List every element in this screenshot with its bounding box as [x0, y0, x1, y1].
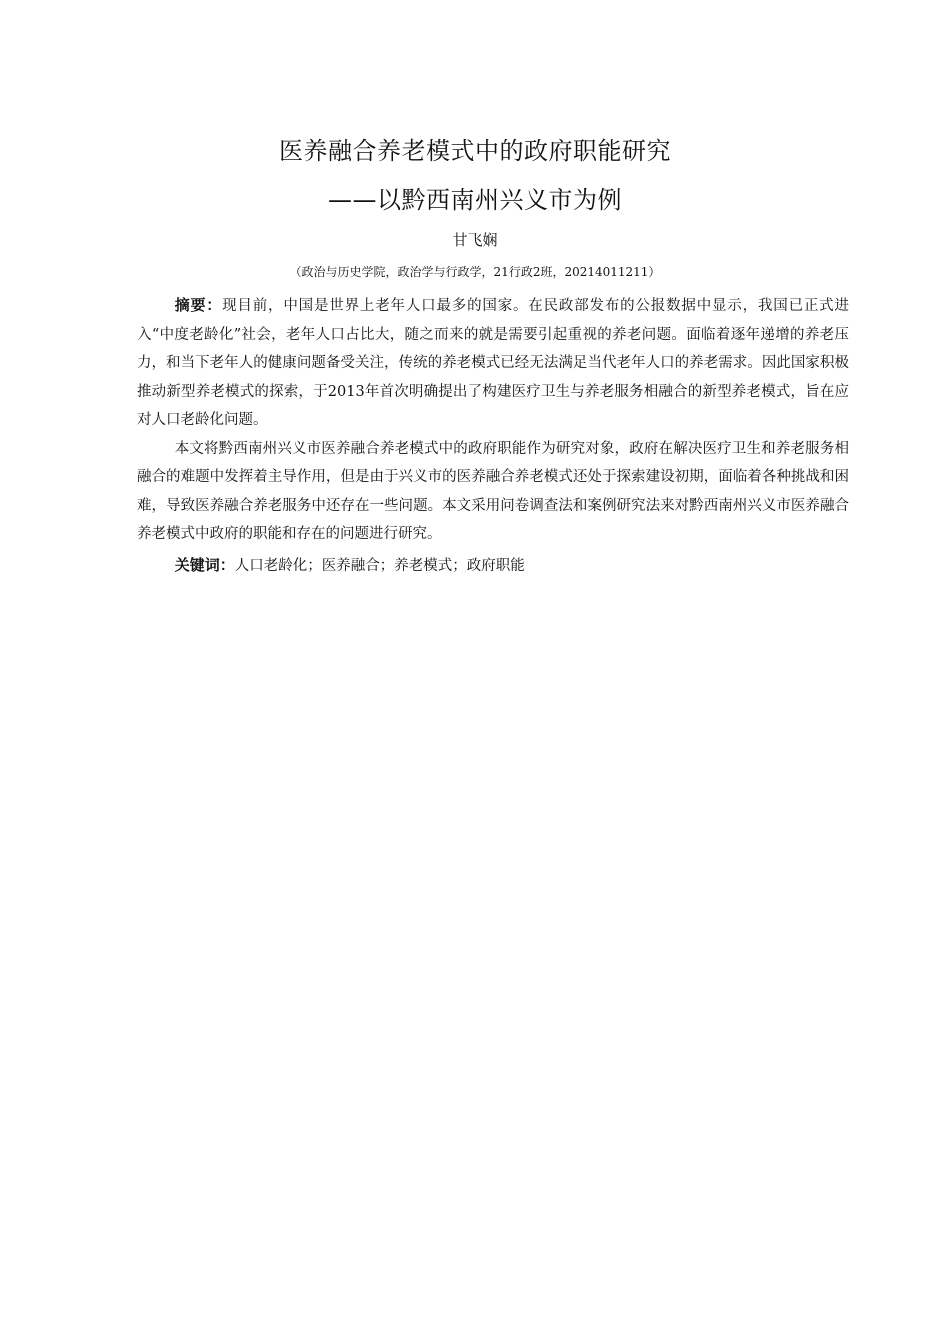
abstract-paragraph-1-text: 现目前，中国是世界上老年人口最多的国家。在民政部发布的公报数据中显示，我国已正式进入“中度老龄化”社会，老年人口占比大，随之而来的就是需要引起重视的养老问题。面临着逐年递增的养老压力，和当下老年人的健康问题备受关注，传统的养老模式已经无法满足当代老年人口的养老需求。因此国家积极推动新型养老模式的探索，于2013年首次明确提出了构建医疗卫生与养老服务相融合的新型养老模式，旨在应对人口老龄化问题。 [137, 298, 849, 428]
keywords-text: 人口老龄化；医养融合；养老模式；政府职能 [234, 557, 525, 574]
keywords-label: 关键词： [174, 555, 235, 574]
keywords-line [137, 551, 849, 581]
abstract-paragraph-1 [137, 291, 849, 435]
abstract-section [137, 291, 849, 580]
author-name: 甘飞娴 [452, 231, 498, 249]
abstract-paragraph-2: 本文将黔西南州兴义市医养融合养老模式中的政府职能作为研究对象，政府在解决医疗卫生和养老服务相融合的难题中发挥着主导作用，但是由于兴义市的医养融合养老模式还处于探索建设初期，面临着各种挑战和困难，导致医养融合养老服务中还存在一些问题。本文采用问卷调查法和案例研究法来对黔西南州兴义市医养融合养老模式中政府的职能和存在的问题进行研究。 [137, 440, 849, 542]
abstract-label: 摘要： [174, 296, 223, 314]
paper-title: 医养融合养老模式中的政府职能研究 [279, 137, 671, 165]
paper-subtitle: ——以黔西南州兴义市为例 [328, 186, 622, 214]
author-affiliation: （政治与历史学院，政治学与行政学，21行政2班，20214011211） [289, 265, 661, 279]
